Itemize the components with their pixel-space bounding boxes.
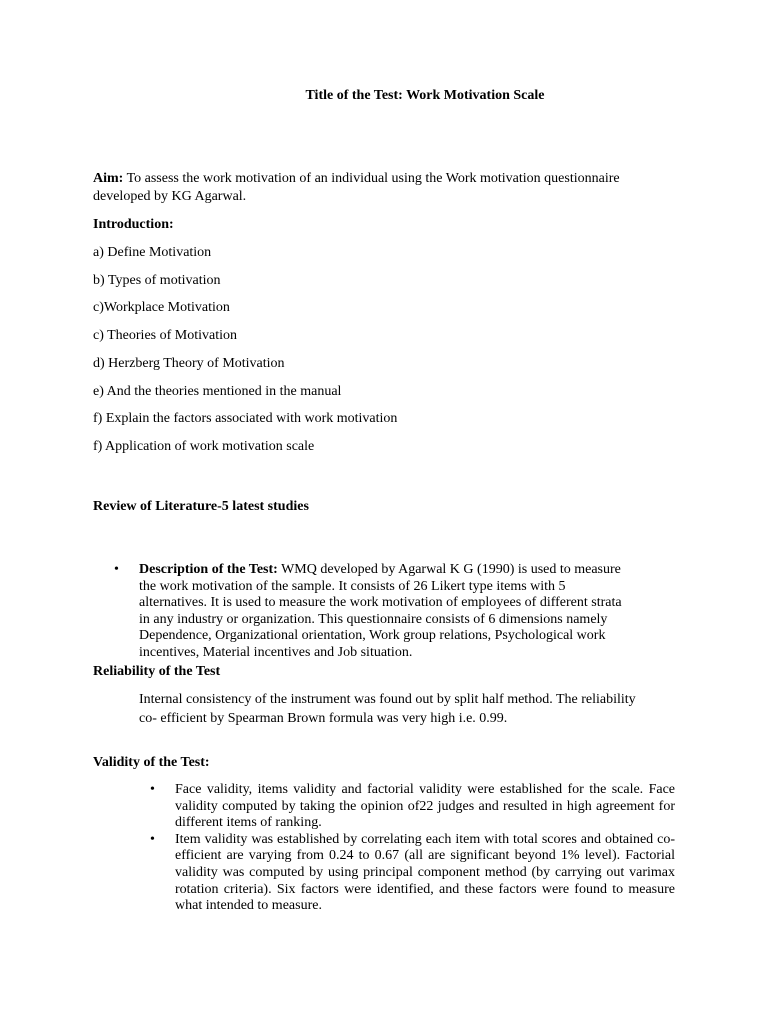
description-bullet-item bbox=[114, 562, 634, 661]
validity-list-item bbox=[150, 832, 675, 915]
validity-item-text: Face validity, items validity and factorial validity were established for the scale. Face validity computed by taking the opinion of22 judges and resulted in high agreement for different items of ranking. bbox=[175, 782, 675, 831]
validity-list-item bbox=[150, 782, 675, 832]
aim-text: To assess the work motivation of an individual using the Work motivation questionnaire developed by KG Agarwal. bbox=[93, 171, 620, 204]
validity-list bbox=[150, 782, 675, 915]
description-text: WMQ developed by Agarwal K G (1990) is used to measure the work motivation of the sample. It consists of 26 Likert type items with 5 alternatives. It is used to measure the work motivation of employees of different strata in any industry or organization. This questionnaire consists of 6 dimensions namely Dependence, Organizational orientation, Work group relations, Psychological work incentives, Material incentives and Job situation. bbox=[139, 562, 622, 660]
reliability-paragraph: Internal consistency of the instrument was found out by split half method. The reliability co- efficient by Spearman Brown formula was very high i.e. 0.99. bbox=[139, 692, 636, 726]
intro-item: c)Workplace Motivation bbox=[93, 300, 230, 315]
validity-item-text: Item validity was established by correlating each item with total scores and obtained co-efficient are varying from 0.24 to 0.67 (all are significant beyond 1% level). Factorial validity was computed by using principal component method (by carrying out varimax rotation criteria). Six factors were identified, and these factors were found to measure what intended to measure. bbox=[175, 831, 675, 914]
intro-item: f) Explain the factors associated with work motivation bbox=[93, 411, 398, 426]
aim-label: Aim: bbox=[93, 171, 124, 186]
bullet-icon: • bbox=[114, 562, 119, 577]
description-label: Description of the Test: bbox=[139, 562, 278, 577]
intro-item: b) Types of motivation bbox=[93, 273, 221, 288]
validity-heading: Validity of the Test: bbox=[93, 755, 210, 770]
description-paragraph bbox=[139, 562, 634, 661]
intro-item: a) Define Motivation bbox=[93, 245, 212, 260]
bullet-icon: • bbox=[150, 782, 155, 797]
bullet-icon: • bbox=[150, 831, 155, 847]
review-heading: Review of Literature-5 latest studies bbox=[93, 499, 309, 514]
aim-paragraph bbox=[93, 170, 623, 206]
intro-item: f) Application of work motivation scale bbox=[93, 439, 315, 454]
reliability-heading: Reliability of the Test bbox=[93, 664, 221, 679]
intro-item: d) Herzberg Theory of Motivation bbox=[93, 356, 285, 371]
intro-item: c) Theories of Motivation bbox=[93, 328, 237, 343]
document-title: Title of the Test: Work Motivation Scale bbox=[305, 88, 545, 103]
intro-item: e) And the theories mentioned in the manual bbox=[93, 384, 342, 399]
introduction-heading: Introduction: bbox=[93, 217, 174, 232]
